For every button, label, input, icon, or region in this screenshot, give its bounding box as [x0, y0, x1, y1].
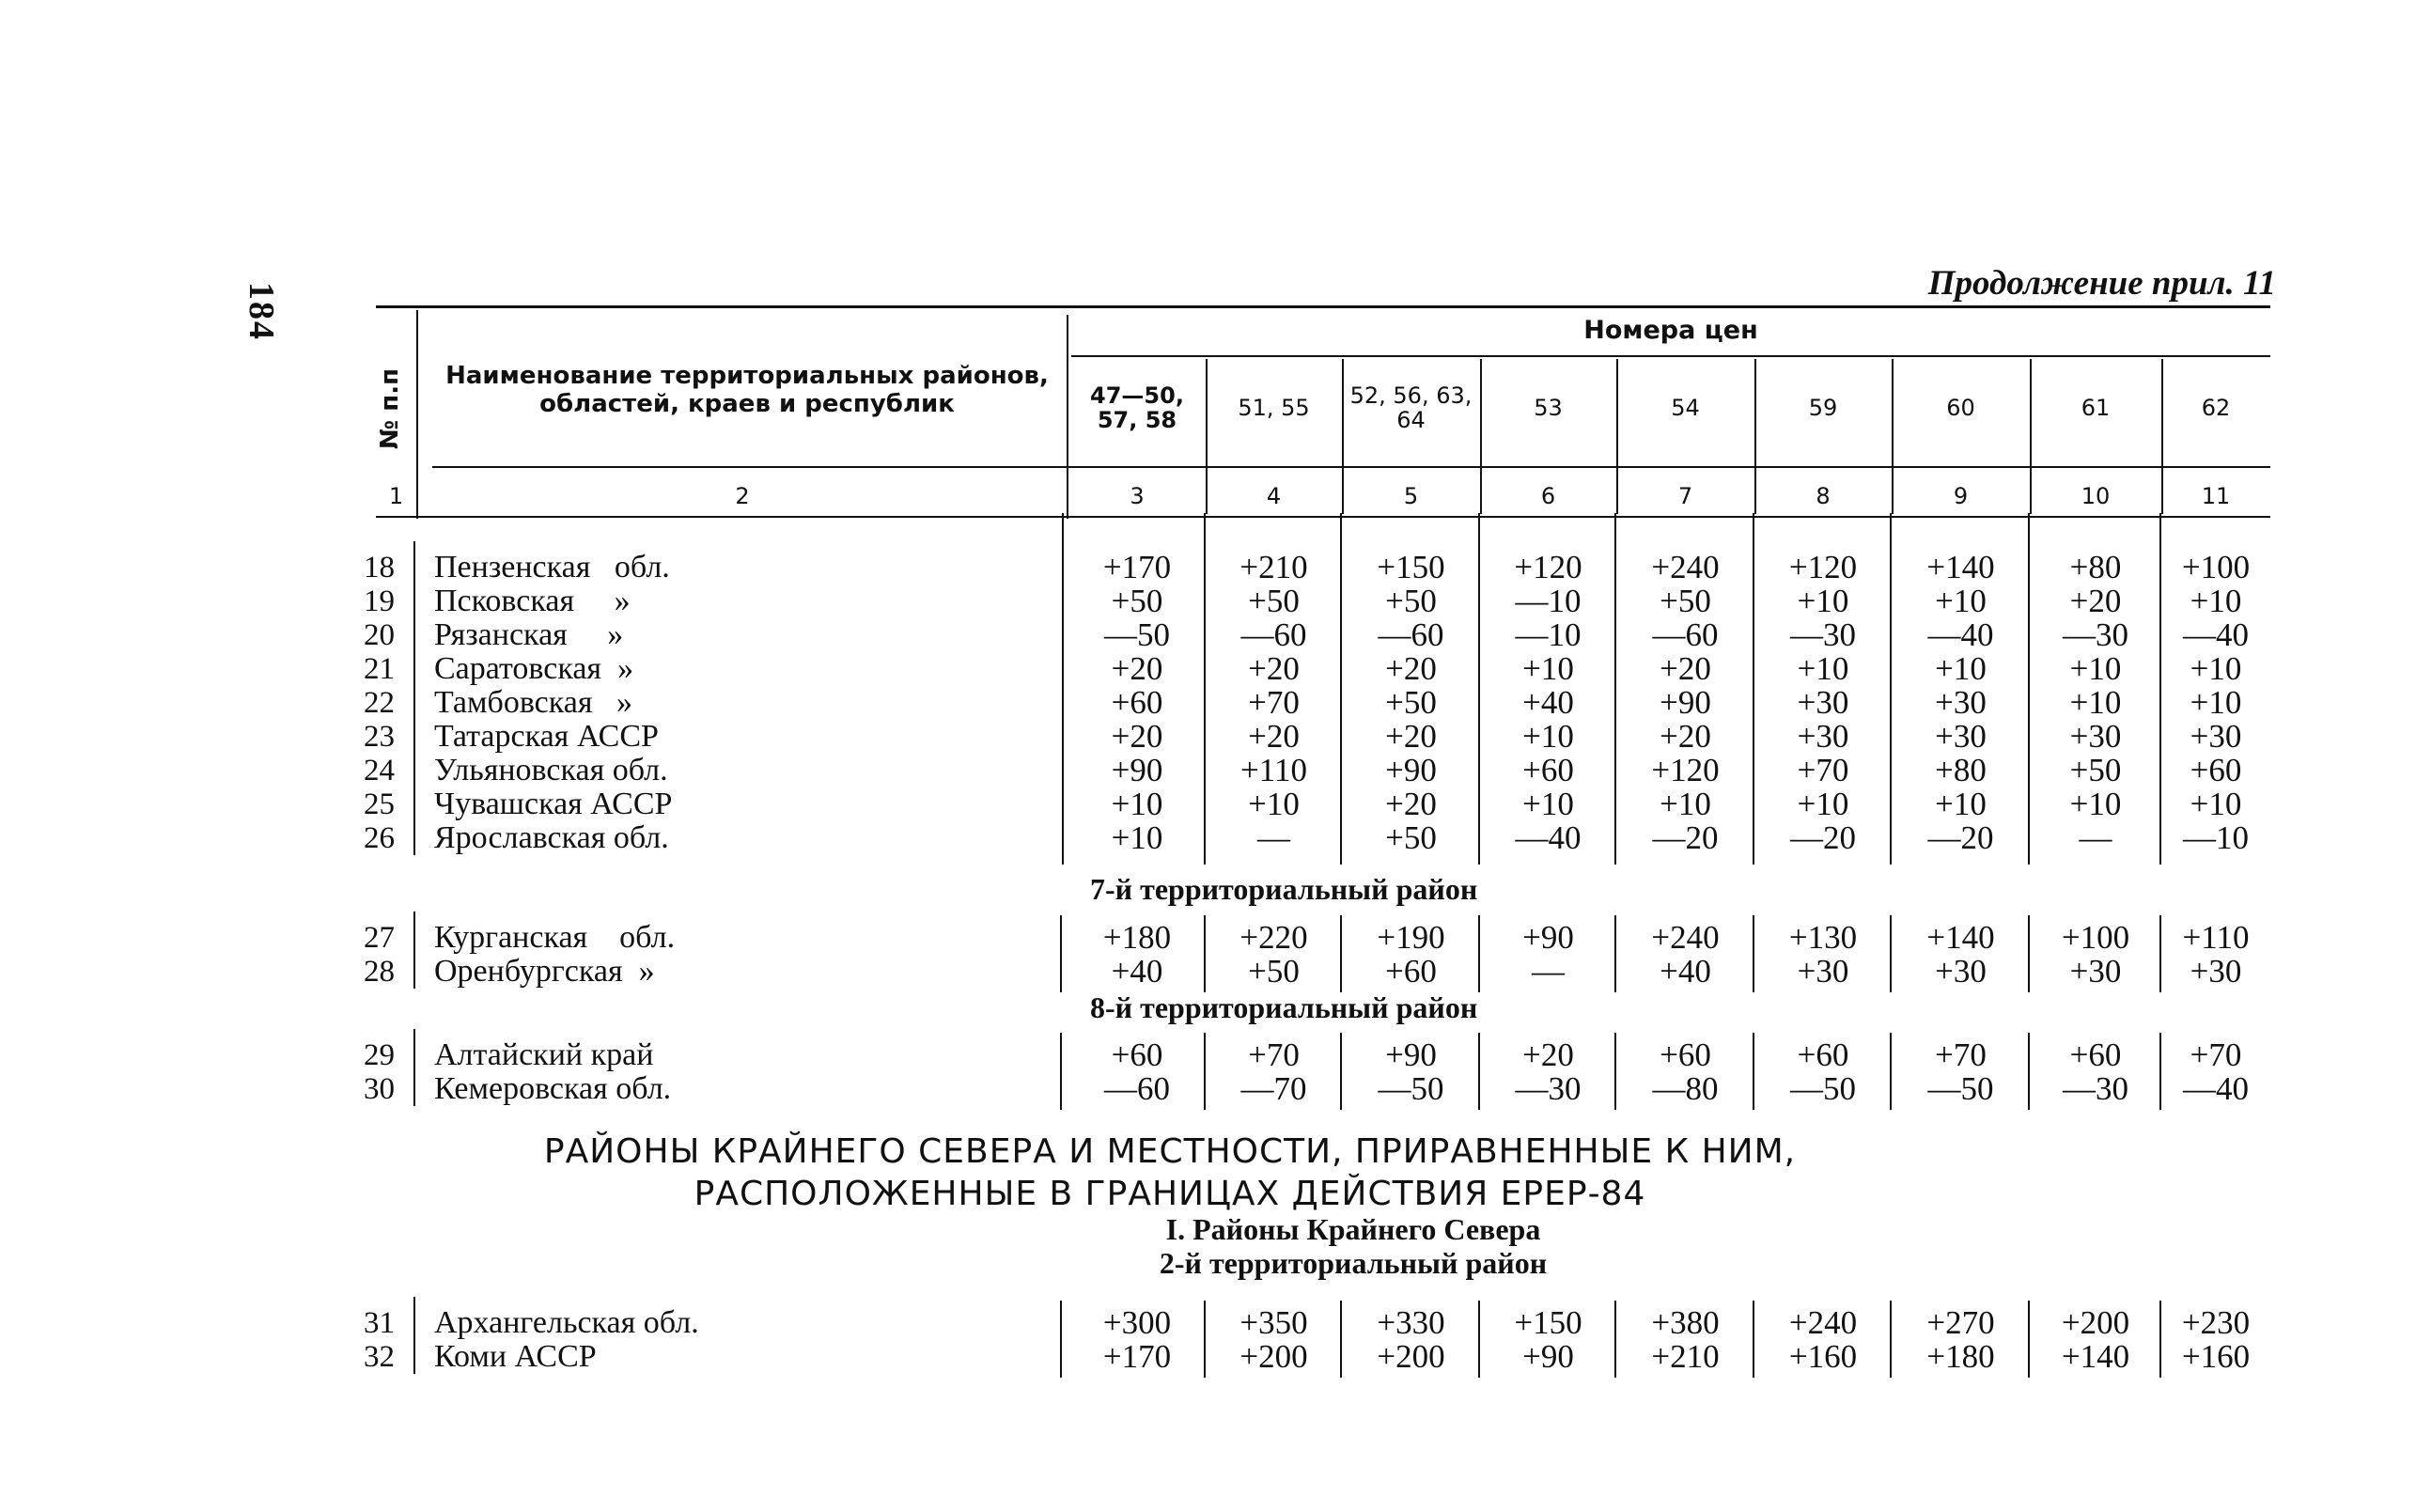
table-cell: +220	[1239, 919, 1308, 956]
column-divider	[1478, 915, 1480, 992]
table-cell: —20	[1790, 819, 1856, 856]
table-cell: +100	[2181, 549, 2251, 585]
table-cell: +10	[2190, 583, 2242, 619]
table-cell: +30	[1797, 953, 1849, 990]
table-cell: +60	[1385, 953, 1437, 990]
page-number: 184	[242, 282, 281, 341]
table-cell: +10	[1935, 583, 1987, 619]
price-column-header: 61	[2081, 395, 2111, 421]
column-divider	[1753, 1033, 1754, 1110]
column-number: 2	[735, 483, 750, 509]
column-divider	[2028, 1033, 2030, 1110]
table-cell: +190	[1377, 919, 1445, 956]
table-cell: +50	[2069, 752, 2122, 788]
row-name: Ульяновская обл.	[434, 753, 668, 787]
table-cell: +10	[1935, 650, 1987, 687]
row-name: Ярославская обл.	[434, 820, 669, 855]
price-column-header: 54	[1671, 395, 1700, 421]
table-cell: —20	[1652, 819, 1719, 856]
table-cell: +10	[1660, 786, 1711, 822]
table-cell: +50	[1248, 583, 1300, 619]
table-cell: +70	[2190, 1037, 2242, 1073]
column-divider	[1478, 1033, 1480, 1110]
table-cell: +30	[2190, 718, 2242, 755]
table-cell: +30	[1797, 684, 1849, 721]
price-column-header: 59	[1808, 395, 1838, 421]
table-cell: +30	[1797, 718, 1849, 755]
column-divider	[1614, 1033, 1616, 1110]
table-cell: +150	[1377, 549, 1445, 585]
column-divider	[413, 1029, 415, 1106]
table-cell: —40	[2183, 1070, 2249, 1107]
table-cell: +20	[1248, 718, 1300, 755]
num-header: № п.п	[376, 367, 404, 450]
table-cell: +20	[1111, 650, 1163, 687]
price-column-header: 60	[1946, 395, 1975, 421]
table-cell: —30	[1515, 1070, 1582, 1107]
row-number: 21	[364, 652, 395, 686]
price-column-header: 53	[1534, 395, 1563, 421]
table-cell: +80	[1935, 752, 1987, 788]
price-column-header: 47—50, 57, 58	[1090, 382, 1184, 433]
price-column-header: 52, 56, 63, 64	[1349, 382, 1473, 433]
table-cell: +20	[2069, 583, 2122, 619]
name-header: Наименование территориальных районов, областей, краев и республик	[445, 362, 1049, 418]
table-cell: +180	[1926, 1338, 1995, 1375]
column-divider	[2028, 513, 2030, 865]
prices-underline	[1071, 355, 2270, 357]
table-cell: —40	[2183, 616, 2249, 653]
row-name: Архангельская обл.	[434, 1305, 699, 1340]
column-divider	[1754, 359, 1756, 514]
row-name: Чувашская АССР	[434, 787, 673, 821]
table-cell: —60	[1104, 1070, 1170, 1107]
column-divider	[1890, 1033, 1892, 1110]
row-number: 29	[364, 1038, 395, 1072]
table-cell: +330	[1377, 1304, 1445, 1341]
table-cell: —40	[1927, 616, 1994, 653]
table-cell: +180	[1102, 919, 1172, 956]
row-number: 24	[364, 754, 395, 787]
table-cell: +20	[1660, 718, 1711, 755]
column-divider	[2159, 1033, 2161, 1110]
table-cell: —	[1532, 953, 1565, 990]
column-number: 4	[1266, 483, 1282, 509]
table-cell: +230	[2181, 1304, 2251, 1341]
table-cell: +10	[1111, 786, 1163, 822]
column-divider	[1478, 513, 1480, 865]
table-cell: +60	[1660, 1037, 1711, 1073]
table-cell: +120	[1788, 549, 1858, 585]
table-cell: +20	[1248, 650, 1300, 687]
row-name: Татарская АССР	[434, 719, 659, 754]
table-cell: +210	[1651, 1338, 1720, 1375]
table-cell: +60	[1111, 1037, 1163, 1073]
row-name: Рязанская »	[434, 617, 624, 652]
column-number: 8	[1816, 483, 1831, 509]
column-divider	[1478, 1301, 1480, 1378]
table-cell: +30	[2069, 718, 2122, 755]
table-cell: +10	[1111, 819, 1163, 856]
table-cell: —50	[1790, 1070, 1856, 1107]
column-number: 1	[388, 483, 404, 509]
column-divider	[1753, 1301, 1754, 1378]
row-number: 18	[364, 551, 395, 585]
table-cell: +30	[2069, 953, 2122, 990]
column-divider	[2159, 1301, 2161, 1378]
table-cell: +90	[1385, 1037, 1437, 1073]
column-divider	[1342, 359, 1344, 514]
table-cell: +60	[2069, 1037, 2122, 1073]
table-cell: +240	[1651, 549, 1720, 585]
table-cell: +30	[1935, 684, 1987, 721]
table-cell: +10	[1797, 786, 1849, 822]
table-cell: +50	[1385, 684, 1437, 721]
table-cell: +70	[1248, 1037, 1300, 1073]
table-cell: +10	[2069, 650, 2122, 687]
table-cell: —40	[1515, 819, 1582, 856]
table-cell: —	[2079, 819, 2112, 856]
table-cell: +70	[1797, 752, 1849, 788]
column-divider	[1060, 1301, 1062, 1378]
table-top-rule	[376, 305, 2270, 308]
row-name: Пензенская обл.	[434, 550, 670, 585]
table-cell: +90	[1522, 1338, 1574, 1375]
row-number: 32	[364, 1340, 395, 1374]
table-cell: +10	[2069, 786, 2122, 822]
table-cell: +10	[2190, 684, 2242, 721]
row-name: Коми АССР	[434, 1339, 597, 1374]
table-cell: +10	[1797, 650, 1849, 687]
table-cell: +30	[2190, 953, 2242, 990]
column-divider	[1204, 915, 1206, 992]
column-number: 6	[1540, 483, 1556, 509]
table-cell: +50	[1111, 583, 1163, 619]
table-cell: +10	[2190, 786, 2242, 822]
row-number: 22	[364, 686, 395, 720]
row-number: 23	[364, 720, 395, 754]
table-cell: +270	[1926, 1304, 1995, 1341]
row-name: Курганская обл.	[434, 920, 676, 955]
table-cell: +10	[1522, 786, 1574, 822]
table-cell: +10	[1797, 583, 1849, 619]
table-cell: +240	[1788, 1304, 1858, 1341]
column-divider	[1890, 513, 1892, 865]
table-cell: +70	[1935, 1037, 1987, 1073]
table-cell: —10	[2183, 819, 2249, 856]
column-number: 11	[2201, 483, 2231, 509]
table-cell: —60	[1652, 616, 1719, 653]
column-divider	[1206, 359, 1208, 514]
colnum-bottom-rule	[376, 516, 2270, 518]
column-divider	[2028, 915, 2030, 992]
table-cell: +380	[1651, 1304, 1720, 1341]
table-cell: +240	[1651, 919, 1720, 956]
table-cell: +120	[1514, 549, 1582, 585]
section-subtitle-1: I. Районы Крайнего Севера	[1165, 1212, 1541, 1246]
table-cell: +200	[1377, 1338, 1445, 1375]
column-divider	[2159, 915, 2161, 992]
column-divider	[1890, 915, 1892, 992]
column-divider	[1753, 513, 1754, 865]
column-divider	[413, 1297, 415, 1374]
row-number: 31	[364, 1306, 395, 1340]
table-cell: +40	[1522, 684, 1574, 721]
table-cell: +10	[1248, 786, 1300, 822]
column-divider	[1614, 1301, 1616, 1378]
table-cell: +50	[1248, 953, 1300, 990]
section-title-line2: РАСПОЛОЖЕННЫЕ В ГРАНИЦАХ ДЕЙСТВИЯ ЕРЕР-84	[694, 1175, 1646, 1213]
column-divider	[1340, 513, 1342, 865]
price-column-header: 51, 55	[1238, 395, 1310, 421]
column-divider	[1060, 1033, 1062, 1110]
column-divider	[2028, 1301, 2030, 1378]
table-cell: +20	[1522, 1037, 1574, 1073]
table-cell: —60	[1240, 616, 1307, 653]
row-name: Алтайский край	[434, 1037, 654, 1072]
column-divider	[1340, 915, 1342, 992]
table-cell: —30	[2063, 1070, 2128, 1107]
table-cell: +20	[1385, 786, 1437, 822]
table-cell: —30	[2063, 616, 2128, 653]
table-cell: +350	[1239, 1304, 1308, 1341]
row-number: 26	[364, 821, 395, 855]
column-divider	[413, 912, 415, 989]
row-name: Псковская »	[434, 584, 631, 618]
table-cell: —30	[1790, 616, 1856, 653]
table-cell: +120	[1651, 752, 1720, 788]
row-name: Кемеровская обл.	[434, 1071, 672, 1106]
table-cell: +20	[1660, 650, 1711, 687]
row-number: 19	[364, 585, 395, 618]
column-divider	[1892, 359, 1894, 514]
column-number: 10	[2081, 483, 2111, 509]
table-cell: +40	[1660, 953, 1711, 990]
table-cell: —80	[1652, 1070, 1719, 1107]
column-divider	[1614, 915, 1616, 992]
section-subtitle-2: 2-й территориальный район	[1159, 1246, 1548, 1280]
column-divider	[1340, 1033, 1342, 1110]
column-divider	[2030, 359, 2032, 514]
column-number: 5	[1403, 483, 1419, 509]
table-cell: +90	[1660, 684, 1711, 721]
table-cell: +30	[1935, 953, 1987, 990]
table-cell: +200	[1239, 1338, 1308, 1375]
column-divider	[1204, 1301, 1206, 1378]
column-divider	[2159, 513, 2161, 865]
table-cell: +60	[1522, 752, 1574, 788]
column-divider	[1616, 359, 1618, 514]
table-cell: +10	[1522, 650, 1574, 687]
price-column-header: 62	[2201, 395, 2231, 421]
row-name: Тамбовская »	[434, 685, 633, 720]
table-cell: —20	[1927, 819, 1994, 856]
table-cell: +90	[1385, 752, 1437, 788]
row-name: Оренбургская »	[434, 954, 655, 989]
table-cell: +110	[1240, 752, 1307, 788]
column-divider	[413, 541, 415, 855]
table-cell: —50	[1104, 616, 1170, 653]
table-cell: —10	[1515, 583, 1582, 619]
table-cell: +60	[1111, 684, 1163, 721]
table-cell: +60	[2190, 752, 2242, 788]
row-number: 25	[364, 787, 395, 821]
column-divider	[1340, 1301, 1342, 1378]
row-number: 28	[364, 955, 395, 989]
group-title-7: 7-й территориальный район	[1090, 872, 1478, 906]
table-cell: +140	[2061, 1338, 2130, 1375]
table-cell: +90	[1111, 752, 1163, 788]
table-cell: +160	[1788, 1338, 1858, 1375]
table-cell: +90	[1522, 919, 1574, 956]
table-cell: +140	[1926, 919, 1995, 956]
row-name: Саратовская »	[434, 651, 634, 686]
column-divider	[1060, 915, 1062, 992]
table-cell: +20	[1111, 718, 1163, 755]
continuation-note: Продолжение прил. 11	[1927, 264, 2276, 303]
table-cell: +50	[1385, 819, 1437, 856]
row-number: 30	[364, 1072, 395, 1106]
table-cell: +200	[2061, 1304, 2130, 1341]
group-title-8: 8-й территориальный район	[1090, 990, 1478, 1024]
table-cell: +50	[1660, 583, 1711, 619]
table-cell: +100	[2061, 919, 2130, 956]
table-cell: —	[1257, 819, 1290, 856]
table-cell: +170	[1102, 549, 1172, 585]
table-cell: —10	[1515, 616, 1582, 653]
table-cell: +20	[1385, 650, 1437, 687]
column-divider	[1062, 513, 1064, 865]
table-cell: +160	[2181, 1338, 2251, 1375]
table-cell: +10	[2069, 684, 2122, 721]
table-cell: +210	[1239, 549, 1308, 585]
table-cell: —70	[1240, 1070, 1307, 1107]
table-cell: +170	[1102, 1338, 1172, 1375]
table-cell: +20	[1385, 718, 1437, 755]
row-number: 20	[364, 618, 395, 652]
table-cell: +40	[1111, 953, 1163, 990]
table-cell: +150	[1514, 1304, 1582, 1341]
table-cell: +30	[1935, 718, 1987, 755]
table-cell: —50	[1378, 1070, 1444, 1107]
table-cell: +10	[1522, 718, 1574, 755]
table-cell: +10	[2190, 650, 2242, 687]
column-number: 3	[1130, 483, 1145, 509]
column-number: 9	[1953, 483, 1969, 509]
table-cell: +70	[1248, 684, 1300, 721]
column-divider	[1614, 513, 1616, 865]
header-bottom-rule	[432, 466, 2270, 468]
column-divider	[1204, 513, 1206, 865]
table-cell: +140	[1926, 549, 1995, 585]
table-cell: +50	[1385, 583, 1437, 619]
table-cell: +60	[1797, 1037, 1849, 1073]
section-title-line1: РАЙОНЫ КРАЙНЕГО СЕВЕРА И МЕСТНОСТИ, ПРИРАВНЕННЫЕ К НИМ,	[543, 1132, 1797, 1171]
prices-header: Номера цен	[1583, 316, 1758, 345]
column-divider	[2161, 359, 2163, 514]
table-cell: +80	[2069, 549, 2122, 585]
column-divider	[1480, 359, 1482, 514]
table-cell: +110	[2182, 919, 2250, 956]
column-divider	[1753, 915, 1754, 992]
column-number: 7	[1677, 483, 1693, 509]
row-number: 27	[364, 921, 395, 955]
table-cell: +300	[1102, 1304, 1172, 1341]
table-cell: +130	[1788, 919, 1858, 956]
table-cell: —60	[1378, 616, 1444, 653]
table-cell: +10	[1935, 786, 1987, 822]
column-divider	[1204, 1033, 1206, 1110]
table-cell: —50	[1927, 1070, 1994, 1107]
column-divider	[1890, 1301, 1892, 1378]
